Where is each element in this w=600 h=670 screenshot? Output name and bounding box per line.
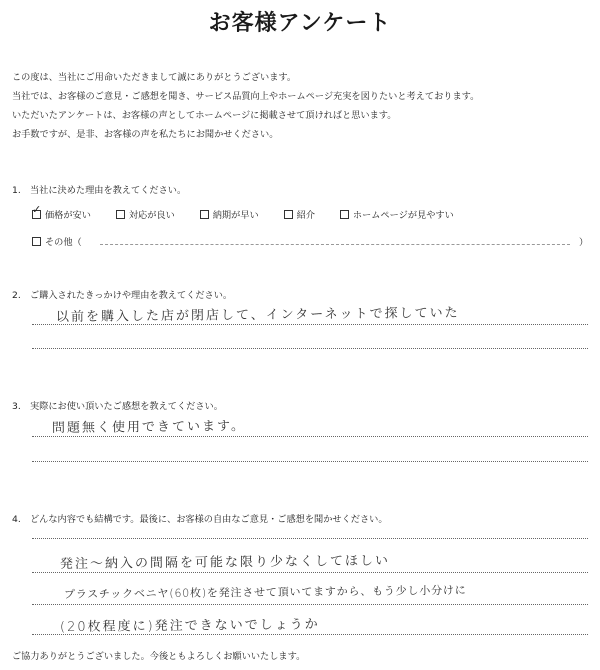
option-price-cheap[interactable] [32, 203, 91, 221]
answer-3-handwriting: 問題無く使用できています。 [51, 418, 247, 436]
answer-4-handwriting-line-2: プラスチックベニヤ(60枚)を発注させて頂いてますから、もう少し小分けに [63, 583, 467, 601]
option-label: 納期が早い [212, 210, 259, 221]
answer-line [32, 348, 588, 349]
intro-line: この度は、当社にご用命いただきまして誠にありがとうございます。 [12, 72, 297, 83]
other-close-paren: ） [579, 237, 589, 248]
checkbox[interactable] [284, 210, 293, 219]
checkbox[interactable] [116, 210, 125, 219]
answer-line [32, 461, 588, 462]
checkbox[interactable] [340, 210, 349, 219]
option-label: その他（ [45, 237, 82, 248]
answer-line [32, 572, 588, 573]
checkbox[interactable] [32, 237, 41, 246]
option-label: 対応が良い [128, 210, 175, 221]
question-3-title: 3. 実際にお使い頂いたご感想を教えてください。 [12, 401, 223, 412]
option-fast-delivery[interactable] [200, 207, 259, 221]
answer-4-handwriting-line-3: (20枚程度に)発注できないでしょうか [59, 617, 320, 635]
answer-line [32, 538, 588, 539]
answer-line [32, 634, 588, 635]
checkbox[interactable] [200, 210, 209, 219]
question-1-title: 1. 当社に決めた理由を教えてください。 [12, 185, 187, 196]
checkbox-checked[interactable] [32, 203, 42, 219]
option-label: 紹介 [296, 210, 315, 221]
check-mark-icon: ✓ [32, 203, 42, 216]
other-input-line[interactable] [100, 244, 570, 245]
question-4-title: 4. どんな内容でも結構です。最後に、お客様の自由なご意見・ご感想を聞かせください。 [12, 514, 388, 525]
option-website-easy[interactable] [340, 207, 454, 221]
answer-line [32, 436, 588, 437]
answer-line [32, 604, 588, 605]
footer-thanks: ご協力ありがとうございました。今後ともよろしくお願いいたします。 [12, 651, 306, 662]
answer-line [32, 324, 588, 325]
intro-line: 当社では、お客様のご意見・ご感想を聞き、サービス品質向上やホームページ充実を図りたいと考えております。 [12, 91, 480, 102]
question-2-title: 2. ご購入されたきっかけや理由を教えてください。 [12, 290, 233, 301]
option-label: 価格が安い [45, 210, 91, 221]
answer-4-handwriting-line-1: 発注〜納入の間隔を可能な限り少なくしてほしい [59, 553, 391, 572]
option-referral[interactable] [284, 207, 315, 221]
intro-line: いただいたアンケートは、お客様の声としてホームページに掲載させて頂ければと思います。 [12, 110, 397, 121]
question-1-options [32, 203, 476, 221]
intro-text [12, 68, 592, 144]
option-label: ホームページが見やすい [352, 210, 454, 221]
page-title: お客様アンケート [208, 11, 392, 36]
option-other[interactable] [32, 234, 82, 248]
option-good-service[interactable] [116, 207, 175, 221]
answer-2-handwriting: 以前を購入した店が閉店して、インターネットで探していた [55, 305, 460, 325]
intro-line: お手数ですが、是非、お客様の声を私たちにお聞かせください。 [12, 129, 279, 140]
